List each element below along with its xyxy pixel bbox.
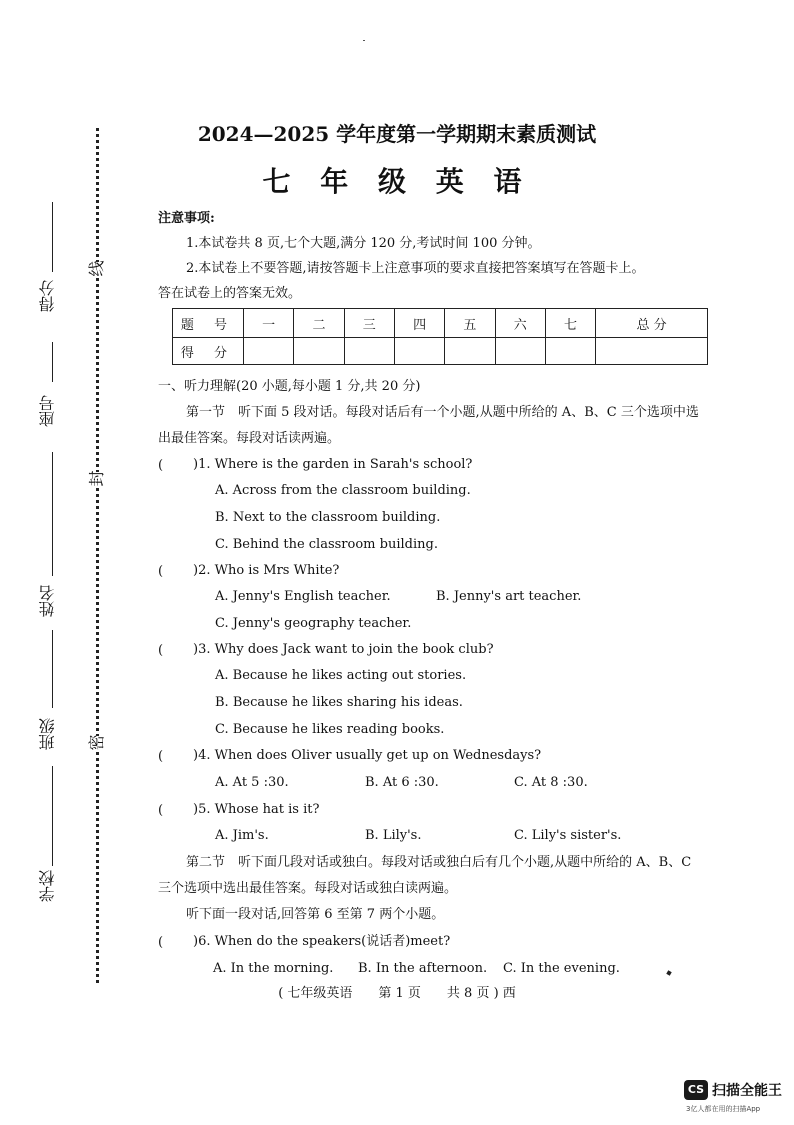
score-cell bbox=[495, 338, 545, 365]
exam-title: 2024—2025 学年度第一学期期末素质测试 bbox=[197, 122, 597, 146]
binding-dotted-line bbox=[96, 128, 99, 983]
q5-option-a: A. Jim's. bbox=[215, 828, 269, 843]
score-cell bbox=[294, 338, 344, 365]
q4-option-a: A. At 5 :30. bbox=[215, 775, 289, 790]
seal-seal-char: 封 bbox=[88, 470, 104, 489]
q6-stem: )6. When do the speakers(说话者)meet? bbox=[193, 934, 451, 949]
score-cell bbox=[244, 338, 294, 365]
q5-stem: )5. Whose hat is it? bbox=[193, 802, 320, 817]
table-cell: 五 bbox=[445, 309, 495, 338]
answer-paren: ( bbox=[158, 458, 164, 473]
answer-paren: ( bbox=[158, 643, 164, 658]
score-cell bbox=[445, 338, 495, 365]
scan-speck bbox=[363, 40, 365, 41]
scanner-app-tagline: 3亿人都在用的扫描App bbox=[686, 1105, 761, 1113]
q6-option-b: B. In the afternoon. bbox=[358, 961, 488, 976]
table-cell: 六 bbox=[495, 309, 545, 338]
q6-option-a: A. In the morning. bbox=[213, 961, 334, 976]
q5-option-b: B. Lily's. bbox=[365, 828, 422, 843]
score-cell bbox=[596, 338, 708, 365]
q4-option-c: C. At 8 :30. bbox=[514, 775, 588, 790]
part2-instruction-line2: 三个选项中选出最佳答案。每段对话或独白读两遍。 bbox=[158, 881, 458, 896]
part2-instruction-line3: 听下面一段对话,回答第 6 至第 7 两个小题。 bbox=[186, 907, 445, 922]
q6-option-c: C. In the evening. bbox=[503, 961, 620, 976]
seal-line-char: 线 bbox=[88, 260, 104, 279]
table-cell: 得 分 bbox=[173, 338, 244, 365]
note-item-1: 1.本试卷共 8 页,七个大题,满分 120 分,考试时间 100 分钟。 bbox=[186, 236, 541, 251]
subject-title: 七 年 级 英 语 bbox=[262, 165, 532, 198]
score-cell bbox=[394, 338, 444, 365]
class-write-line bbox=[52, 630, 53, 708]
seat-label: 座号 bbox=[38, 395, 57, 427]
q3-stem: )3. Why does Jack want to join the book club? bbox=[193, 642, 494, 657]
note-item-2: 2.本试卷上不要答题,请按答题卡上注意事项的要求直接把答案填写在答题卡上。 bbox=[186, 261, 645, 276]
q4-option-b: B. At 6 :30. bbox=[365, 775, 439, 790]
table-cell: 四 bbox=[394, 309, 444, 338]
table-cell: 题 号 bbox=[173, 309, 244, 338]
q2-option-b: B. Jenny's art teacher. bbox=[436, 589, 582, 604]
table-cell: 七 bbox=[545, 309, 595, 338]
name-write-line bbox=[52, 452, 53, 576]
q1-stem: )1. Where is the garden in Sarah's school? bbox=[193, 457, 473, 472]
q3-option-c: C. Because he likes reading books. bbox=[215, 722, 445, 737]
score-label: 得分 bbox=[38, 280, 57, 312]
q3-option-a: A. Because he likes acting out stories. bbox=[215, 668, 467, 683]
class-label: 班级 bbox=[38, 718, 57, 750]
answer-paren: ( bbox=[158, 935, 164, 950]
q2-stem: )2. Who is Mrs White? bbox=[193, 563, 340, 578]
camscanner-logo-icon: CS bbox=[684, 1080, 708, 1100]
notes-heading: 注意事项: bbox=[158, 211, 215, 226]
seat-write-line bbox=[52, 342, 53, 382]
part1-instruction-line1: 第一节 听下面 5 段对话。每段对话后有一个小题,从题中所给的 A、B、C 三个选项中选 bbox=[186, 405, 699, 420]
section-heading: 一、听力理解(20 小题,每小题 1 分,共 20 分) bbox=[158, 379, 421, 394]
answer-paren: ( bbox=[158, 749, 164, 764]
q5-option-c: C. Lily's sister's. bbox=[514, 828, 622, 843]
table-cell: 三 bbox=[344, 309, 394, 338]
q1-option-b: B. Next to the classroom building. bbox=[215, 510, 441, 525]
scanner-app-name: 扫描全能王 bbox=[712, 1083, 782, 1099]
q1-option-a: A. Across from the classroom building. bbox=[215, 483, 471, 498]
q2-option-c: C. Jenny's geography teacher. bbox=[215, 616, 412, 631]
table-cell: 一 bbox=[244, 309, 294, 338]
seal-secret-char: 密 bbox=[88, 734, 104, 753]
score-write-line bbox=[52, 202, 53, 272]
part2-instruction-line1: 第二节 听下面几段对话或独白。每段对话或独白后有几个小题,从题中所给的 A、B、C bbox=[186, 855, 692, 870]
score-cell bbox=[545, 338, 595, 365]
table-cell: 总 分 bbox=[596, 309, 708, 338]
q4-stem: )4. When does Oliver usually get up on Wednesdays? bbox=[193, 748, 542, 763]
scan-speck bbox=[666, 970, 671, 975]
score-table-score-row bbox=[173, 338, 708, 365]
q1-option-c: C. Behind the classroom building. bbox=[215, 537, 438, 552]
school-write-line bbox=[52, 766, 53, 866]
score-table bbox=[172, 308, 708, 365]
name-label: 姓名 bbox=[38, 585, 57, 617]
part1-instruction-line2: 出最佳答案。每段对话读两遍。 bbox=[158, 431, 341, 446]
page-footer: ( 七年级英语 第 1 页 共 8 页 ) 西 bbox=[278, 986, 516, 1001]
table-cell: 二 bbox=[294, 309, 344, 338]
score-table-header-row bbox=[173, 309, 708, 338]
answer-paren: ( bbox=[158, 564, 164, 579]
score-cell bbox=[344, 338, 394, 365]
note-item-3: 答在试卷上的答案无效。 bbox=[158, 286, 302, 301]
answer-paren: ( bbox=[158, 803, 164, 818]
school-label: 学校 bbox=[38, 870, 57, 902]
q2-option-a: A. Jenny's English teacher. bbox=[215, 589, 391, 604]
q3-option-b: B. Because he likes sharing his ideas. bbox=[215, 695, 463, 710]
